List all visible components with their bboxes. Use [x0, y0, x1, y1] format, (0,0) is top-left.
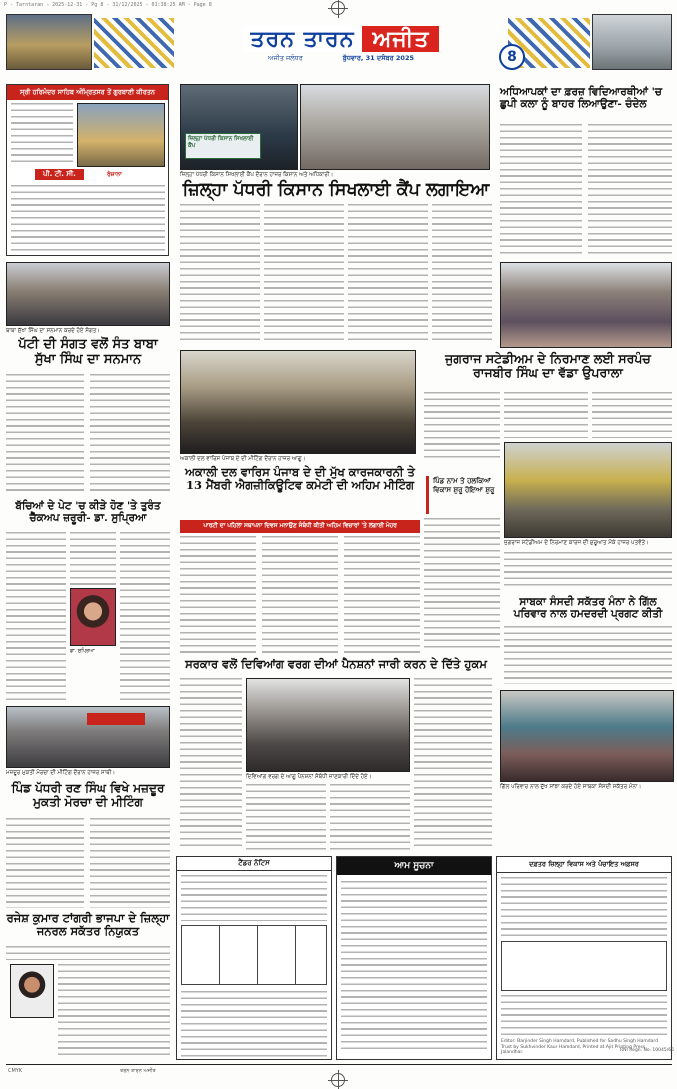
main-photo-left [180, 84, 298, 170]
left-headline-3: ਪਿੰਡ ਪੱਧਰੀ ਰਣ ਸਿੰਘ ਵਿਖੇ ਮਜ਼ਦੂਰ ਮੁਕਤੀ ਮੋਰਚਾ ਦੀ ਮੀਟਿੰਗ [11, 781, 165, 809]
ad-box-kirtan [6, 84, 169, 256]
right-caption-3: ਗਿੱਲ ਪਰਿਵਾਰ ਨਾਲ ਦੁੱਖ ਸਾਂਝਾ ਕਰਦੇ ਹੋਏ ਸਾਬਕਾ ਸੰਸਦੀ ਸਕੱਤਰ ਮੰਨਾ। [500, 784, 642, 790]
print-slug: P - Tarntaran - 2025-12-31 - Pg 8 - 31/12/2025 - 01:38:25 AM - Page 8 [4, 2, 212, 8]
right-caption-2: ਜੁਗਰਾਜ ਸਟੇਡੀਅਮ ਦੇ ਨਿਰਮਾਣ ਕਾਰਜ ਦੀ ਸ਼ੁਰੂਆਤ ਮੌਕੇ ਹਾਜ਼ਰ ਪਤਵੰਤੇ। [504, 540, 649, 546]
doctor-caption: ਡਾ. ਸੁਪ੍ਰਿਆ [70, 648, 95, 654]
main-photo-right [300, 84, 490, 170]
right-top-headline: ਅਧਿਆਪਕਾਂ ਦਾ ਫ਼ਰਜ਼ ਵਿਦਿਆਰਥੀਆਂ 'ਚ ਛੁਪੀ ਕਲਾ ਨੂੰ ਬਾਹਰ ਲਿਆਉਣਾ- ਚੰਦੇਲ [500, 86, 662, 111]
doctor-photo [70, 588, 116, 646]
ad-photo [77, 103, 165, 167]
masthead [176, 26, 506, 62]
brand-right: ਅਜੀਤ [362, 26, 439, 52]
left-photo-1 [6, 262, 170, 326]
right-headline-2: ਜੁਗਰਾਜ ਸਟੇਡੀਅਮ ਦੇ ਨਿਰਮਾਣ ਲਈ ਸਰਪੰਚ ਰਾਜਬੀਰ ਸਿੰਘ ਦਾ ਵੱਡਾ ਉਪਰਾਲਾ [445, 351, 651, 381]
rajesh-photo [10, 964, 54, 1018]
footer-center: ਤਰਨ ਤਾਰਨ ਅਜੀਤ [120, 1068, 156, 1074]
center-headline-2: ਸਰਕਾਰ ਵਲੋਂ ਦਿਵਿਆਂਗ ਵਰਗ ਦੀਆਂ ਪੈਨਸ਼ਨਾਂ ਜਾਰੀ ਕਰਨ ਦੇ ਦਿੱਤੇ ਹੁਕਮ [185, 657, 487, 671]
imprint: Editor: Barjinder Singh Hamdard, Published for Sadhu Singh Hamdard Trust by Sukhvinder Kaur Hamdard, Printed at Ajit Printing Press, Jalandhar. [501, 1039, 659, 1055]
golden-temple-photo [6, 14, 92, 70]
ad-title: ਸ੍ਰੀ ਹਰਿਮੰਦਰ ਸਾਹਿਬ ਅੰਮ੍ਰਿਤਸਰ ਤੋਂ ਗੁਰਬਾਣੀ ਕੀਰਤਨ [7, 85, 168, 100]
brand-left: ਤਰਨ ਤਾਰਨ [243, 26, 363, 52]
left-headline-2: ਬੱਚਿਆਂ ਦੇ ਪੇਟ 'ਚ ਕੀੜੇ ਹੋਣ 'ਤੇ ਤੁਰੰਤ ਚੈੱਕਅਪ ਜ਼ਰੂਰੀ- ਡਾ. ਸੁਪ੍ਰਿਆ [15, 500, 161, 525]
building-photo [592, 14, 672, 70]
tender-title: ਟੈਂਡਰ ਨੋਟਿਸ [177, 857, 331, 871]
registration-mark-icon [331, 1073, 345, 1087]
left-caption-1: ਬਾਬਾ ਸੁੱਖਾ ਸਿੰਘ ਦਾ ਸਨਮਾਨ ਕਰਦੇ ਹੋਏ ਸੰਗਤ। [6, 328, 100, 334]
page-number: 8 [499, 44, 525, 70]
pullquote: ਪਿੰਡ ਨਾਮ ਤੇ ਹਲਕਿਆਂ ਵਿਕਾਸ ਸ਼ੁਰੂ ਹੋਇਆ ਸ਼ੁਰੂ [426, 476, 500, 514]
masthead-date: ਬੁੱਧਵਾਰ, 31 ਦਸੰਬਰ 2025 [342, 54, 414, 62]
center-headline: ਅਕਾਲੀ ਦਲ ਵਾਰਿਸ ਪੰਜਾਬ ਦੇ ਦੀ ਮੁੱਖ ਕਾਰਜਕਾਰਨੀ ਤੇ 13 ਮੈਂਬਰੀ ਐਗਜ਼ੀਕਿਊਟਿਵ ਕਮੇਟੀ ਦੀ ਅਹਿਮ ਮੀਟਿੰਗ [185, 465, 415, 493]
right-photo-2 [504, 442, 672, 538]
panchayat-notice [496, 856, 672, 1060]
event-banner: ਜ਼ਿਲ੍ਹਾ ਪੱਧਰੀ ਕਿਸਾਨ ਸਿਖਲਾਈ ਕੈਂਪ [185, 133, 261, 159]
main-caption: ਜ਼ਿਲ੍ਹਾ ਪੱਧਰੀ ਕਿਸਾਨ ਸਿਖਲਾਈ ਕੈਂਪ ਦੌਰਾਨ ਹਾਜ਼ਰ ਕਿਸਾਨ ਅਤੇ ਅਧਿਕਾਰੀ। [180, 172, 334, 178]
left-photo-2 [6, 706, 170, 768]
ad-label-ptc: ਪੀ. ਟੀ. ਸੀ. [35, 169, 84, 180]
registration-mark-icon [331, 1, 345, 15]
notice-title: ਆਮ ਸੂਚਨਾ [337, 857, 491, 875]
rni-number: RNI Regn. No. 10045/65 [620, 1048, 674, 1053]
tender-table [181, 925, 327, 985]
ad-label-daily: ਰੋਜ਼ਾਨਾ [107, 171, 122, 178]
right-headline-3: ਸਾਬਕਾ ਸੰਸਦੀ ਸਕੱਤਰ ਮੰਨਾ ਨੇ ਗਿੱਲ ਪਰਿਵਾਰ ਨਾਲ ਹਮਦਰਦੀ ਪ੍ਰਗਟ ਕੀਤੀ [513, 596, 663, 621]
center-banner: ਪਾਰਟੀ ਦਾ ਪਹਿਲਾ ਸਥਾਪਨਾ ਦਿਵਸ ਮਨਾਉਣ ਸੰਬੰਧੀ ਕੀਤੀ ਅਹਿਮ ਵਿਚਾਰਾਂ 'ਤੇ ਲਗਾਈ ਮੋਹਰ [180, 520, 420, 533]
center-photo-2 [246, 678, 410, 772]
notice-right-title: ਦਫ਼ਤਰ ਜ਼ਿਲ੍ਹਾ ਵਿਕਾਸ ਅਤੇ ਪੰਚਾਇਤ ਅਫ਼ਸਰ [497, 857, 671, 873]
center-photo [180, 350, 416, 454]
masthead-brand [243, 26, 440, 52]
left-headline-1: ਪੱਟੀ ਦੀ ਸੰਗਤ ਵਲੋਂ ਸੰਤ ਬਾਬਾ ਸੁੱਖਾ ਸਿੰਘ ਦਾ ਸਨਮਾਨ [18, 337, 158, 367]
right-photo-3 [500, 690, 674, 782]
tender-notice [176, 856, 332, 1060]
right-top-photo [500, 262, 672, 348]
main-headline: ਜ਼ਿਲ੍ਹਾ ਪੱਧਰੀ ਕਿਸਾਨ ਸਿਖਲਾਈ ਕੈਂਪ ਲਗਾਇਆ [182, 180, 490, 200]
footer-cmyk: CMYK [8, 1068, 23, 1074]
left-caption-2: ਮਜ਼ਦੂਰ ਮੁਕਤੀ ਮੋਰਚਾ ਦੀ ਮੀਟਿੰਗ ਦੌਰਾਨ ਹਾਜ਼ਰ ਸਾਥੀ। [6, 770, 116, 776]
general-notice [336, 856, 492, 1060]
left-headline-4: ਰਜੇਸ਼ ਕੁਮਾਰ ਟਾਂਗਰੀ ਭਾਜਪਾ ਦੇ ਜ਼ਿਲ੍ਹਾ ਜਨਰਲ ਸਕੱਤਰ ਨਿਯੁਕਤ [6, 911, 170, 939]
masthead-pattern-left [94, 18, 174, 68]
masthead-tagline: ਅਜੀਤ ਜਲੰਧਰ [267, 54, 303, 62]
center-caption-2: ਦਿਵਿਆਂਗ ਵਰਗ ਦੇ ਆਗੂ ਪੈਨਸ਼ਨਾਂ ਸੰਬੰਧੀ ਜਾਣਕਾਰੀ ਦਿੰਦੇ ਹੋਏ। [246, 774, 372, 780]
center-caption: ਅਕਾਲੀ ਦਲ ਵਾਰਿਸ ਪੰਜਾਬ ਦੇ ਦੀ ਮੀਟਿੰਗ ਦੌਰਾਨ ਹਾਜ਼ਰ ਆਗੂ। [180, 456, 306, 462]
